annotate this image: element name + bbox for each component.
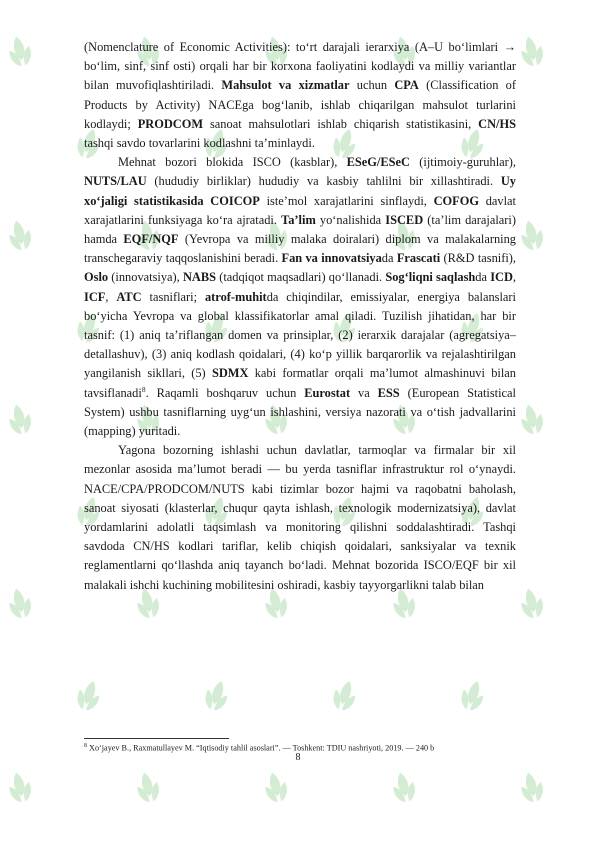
text-run: iste’mol xarajatlarini sinflaydi, [259,193,434,208]
text-run: (Nomenclature of Economic Activities): to‘rt darajali ierarxiya (A–U bo‘limlari → bo‘lim, sinf, sinf osti) orqali har bir korxona faoliyatini kodlaydi va milliy variantlar bilan muvofiqlashtiriladi. [84,40,516,93]
bold-term: EQF/NQF [123,232,179,247]
bold-term: ATC [116,289,142,304]
text-run: tashqi savdo tovarlarini kodlashni ta’minlaydi. [84,136,315,151]
text-run: , [512,270,517,285]
bold-term: COFOG [433,193,480,208]
text-run: tasniflari; [141,289,205,304]
text-run: (Yevropa va milliy malaka doiralari) diplom va malakalarning transchegaraviy taqqoslanishini beradi. [84,232,516,266]
paragraph [84,153,516,441]
text-run: (innovatsiya), [108,270,183,285]
text-run: (hududiy birliklar) hududiy va kasbiy tahlilni bir xillashtiradi. [146,174,501,189]
footnote-marker: 8 [84,743,87,749]
footnote-ref: 8 [141,384,146,394]
bold-term: CN/HS [478,116,516,131]
text-run: (European Statistical System) ushbu tasniflarning uyg‘un ishlashini, versiya nazorati va o‘tish jadvallarini (mapping) yuritadi. [84,385,517,439]
body-text [84,38,516,595]
text-run: , [105,289,117,304]
text-run: da [475,270,491,285]
bold-term: NUTS/LAU [84,174,147,189]
page-number: 8 [295,752,301,763]
text-run: uchun [349,78,395,93]
leaf-logo-icon [202,678,231,713]
bold-term: ICF [84,289,106,304]
bold-term: ESS [377,385,400,400]
leaf-logo-icon [6,402,34,436]
leaf-logo-icon [518,586,546,620]
leaf-logo-icon [6,770,34,804]
bold-term: ISCED [385,212,424,227]
bold-term: Mahsulot va xizmatlar [221,78,350,93]
leaf-logo-icon [330,678,359,713]
bold-term: ESeG/ESeC [346,155,410,170]
paragraph [84,441,516,595]
text-run: va [350,385,378,400]
text-run: (R&D tasnifi), [440,251,517,266]
bold-term: ICD [490,270,513,285]
text-run: (ijtimoiy-guruhlar), [409,155,516,170]
bold-term: Fan va innovatsiya [281,251,382,266]
bold-term: Eurostat [304,385,351,400]
text-run: kabi formatlar orqali ma’lumot almashinuvi bilan tavsiflanadi [84,366,516,400]
bold-term: Uy xo‘jaligi statistikasida COICOP [84,174,516,208]
text-run: (tadqiqot maqsadlari) qo‘llanadi. [216,270,386,285]
footnote-text: Xo‘jayev B., Raxmatullayev M. “Iqtisodiy tahlil asoslari”. — Toshkent: TDIU nashriyoti, 2019. — 240 b [87,743,435,753]
text-run: (ta’lim darajalari) hamda [84,212,517,247]
leaf-logo-icon [390,770,418,804]
text-run: yo‘nalishida [315,212,386,227]
text-run: da chiqindilar, emissiyalar, energiya balanslari bo‘yicha Yevropa va global klassifikatorlar amal qiladi. Tuzilish jihatidan, har bir tasnif: (1) aniq ta’riflangan domen va prinsiplar, (2) ierarxik darajalar (agregatsiya–detallashuv), (3) aniq kodlash qoidalari, (4) ko‘p yillik barqarorlik va rejalashtirilgan yangilanish sikllari, (5) [84,289,516,381]
text-run: sanoat mahsulotlari ishlab chiqarish statistikasini, [203,116,479,131]
leaf-logo-icon [518,34,546,68]
text-run: (Classification of Products by Activity) NACEga bog‘lanib, ishlab chiqarilgan mahsulot turlarini kodlaydi; [84,78,516,131]
text-run: . Raqamli boshqaruv uchun [145,385,305,400]
footnote-separator [84,738,229,739]
leaf-logo-icon [518,770,546,804]
text-run: da [381,251,397,266]
leaf-logo-icon [74,678,103,713]
leaf-logo-icon [6,34,34,68]
bold-term: Sog‘liqni saqlash [385,270,476,285]
bold-term: Ta’lim [281,212,316,227]
leaf-logo-icon [458,678,487,713]
leaf-logo-icon [518,402,546,436]
paragraph [84,38,516,153]
bold-term: Frascati [396,251,441,266]
leaf-logo-icon [262,770,290,804]
bold-term: CPA [394,78,419,93]
bold-term: atrof-muhit [204,289,267,304]
leaf-logo-icon [134,770,162,804]
bold-term: PRODCOM [137,116,204,131]
leaf-logo-icon [6,218,34,252]
bold-term: Oslo [84,270,109,285]
leaf-logo-icon [518,218,546,252]
leaf-logo-icon [6,586,34,620]
text-run: Mehnat bozori blokida ISCO (kasblar), [118,155,347,170]
text-run: davlat xarajatlarini funksiyaga ko‘ra ajratadi. [84,193,517,227]
bold-term: SDMX [211,366,249,381]
bold-term: NABS [182,270,217,285]
text-run: Yagona bozorning ishlashi uchun davlatlar, tarmoqlar va firmalar bir xil mezonlar asosida ma’lumot beradi — bu yerda tasniflar infrastruktur rol o‘ynaydi. NACE/CPA/PRODCOM/NUTS kabi tizimlar bozor hajmi va raqobatni baholash, sanoat siyosati (klasterlar, chuqur qayta ishlash, texnologik modernizatsiya), davlat yordamlarini adolatli taqsimlash va monitoring qilishni soddalashtiradi. Tashqi savdoda CN/HS kodlari tariflar, kelib chiqish qoidalari, sanksiyalar va texnik reglamentlarni qo‘llashda aniq tayanch bo‘ladi. Mehnat bozorida ISCO/EQF bir xil malakali ishchi kuchining mobilitesini oshiradi, kasbiy tayyorgarlikni talab bilan [84,443,516,592]
